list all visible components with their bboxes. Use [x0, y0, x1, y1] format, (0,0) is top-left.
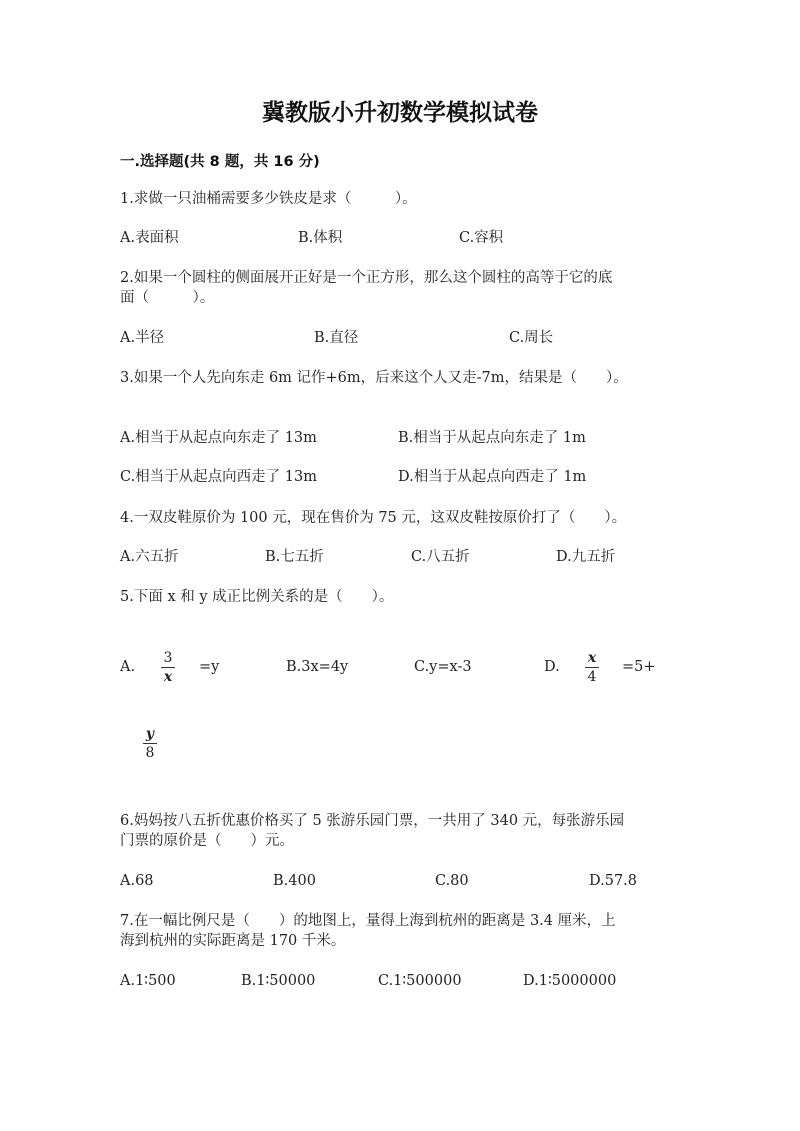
q2-option-c: C.周长 — [509, 330, 554, 346]
q6-option-a: A.68 — [120, 873, 154, 889]
q4-option-c: C.八五折 — [411, 549, 470, 565]
q4-option-b: B.七五折 — [265, 549, 324, 565]
q5-option-d-fraction — [581, 650, 603, 685]
q5-option-d-fraction-2 — [139, 726, 161, 761]
q7-option-b: B.1∶50000 — [241, 973, 316, 989]
q7-option-c: C.1∶500000 — [378, 973, 462, 989]
q5-option-a-fraction — [157, 650, 179, 685]
question-6-text-line2: 门票的原价是（ ）元。 — [120, 833, 294, 849]
question-4-text: 4.一双皮鞋原价为 100 元，现在售价为 75 元，这双皮鞋按原价打了（ ）。 — [120, 510, 627, 526]
fraction-denominator: x — [163, 669, 173, 685]
question-5-text: 5.下面 x 和 y 成正比例关系的是（ ）。 — [120, 589, 394, 605]
fraction-numerator: 3 — [163, 650, 173, 666]
question-3-text: 3.如果一个人先向东走 6m 记作+6m，后来这个人又走-7m，结果是（ ）。 — [120, 370, 628, 386]
q5-option-a-tail: =y — [199, 659, 220, 675]
question-7-text-line1: 7.在一幅比例尺是（ ）的地图上，量得上海到杭州的距离是 3.4 厘米，上 — [120, 913, 616, 929]
fraction-denominator: 8 — [145, 745, 155, 761]
fraction-denominator: 4 — [587, 669, 597, 685]
q1-option-a: A.表面积 — [120, 230, 179, 246]
q2-option-a: A.半径 — [120, 330, 165, 346]
question-6-text-line1: 6.妈妈按八五折优惠价格买了 5 张游乐园门票，一共用了 340 元，每张游乐园 — [120, 813, 625, 829]
q3-option-b: B.相当于从起点向东走了 1m — [398, 430, 586, 446]
q3-option-d: D.相当于从起点向西走了 1m — [398, 469, 587, 485]
fraction-numerator: y — [145, 726, 155, 742]
q3-option-c: C.相当于从起点向西走了 13m — [120, 469, 317, 485]
question-7-text-line2: 海到杭州的实际距离是 170 千米。 — [120, 933, 346, 949]
q5-option-a-label: A. — [120, 659, 136, 675]
q7-option-d: D.1∶5000000 — [523, 973, 617, 989]
page-title: 冀教版小升初数学模拟试卷 — [262, 100, 538, 126]
question-2-text-line1: 2.如果一个圆柱的侧面展开正好是一个正方形，那么这个圆柱的高等于它的底 — [120, 270, 613, 286]
q6-option-b: B.400 — [273, 873, 316, 889]
q7-option-a: A.1∶500 — [120, 973, 176, 989]
q5-option-b: B.3x=4y — [286, 659, 349, 675]
q6-option-c: C.80 — [435, 873, 469, 889]
fraction-numerator: x — [587, 650, 597, 666]
q1-option-b: B.体积 — [298, 230, 343, 246]
q4-option-d: D.九五折 — [556, 549, 616, 565]
q1-option-c: C.容积 — [459, 230, 504, 246]
q5-option-d-tail: =5+ — [622, 659, 656, 675]
q3-option-a: A.相当于从起点向东走了 13m — [120, 430, 317, 446]
q2-option-b: B.直径 — [314, 330, 359, 346]
q5-option-c: C.y=x-3 — [414, 659, 472, 675]
question-1-text: 1.求做一只油桶需要多少铁皮是求（ ）。 — [120, 191, 417, 207]
q6-option-d: D.57.8 — [589, 873, 638, 889]
q4-option-a: A.六五折 — [120, 549, 179, 565]
section-heading: 一.选择题(共 8 题，共 16 分) — [120, 154, 320, 170]
question-2-text-line2: 面（ ）。 — [120, 290, 215, 306]
q5-option-d-label: D. — [544, 659, 560, 675]
